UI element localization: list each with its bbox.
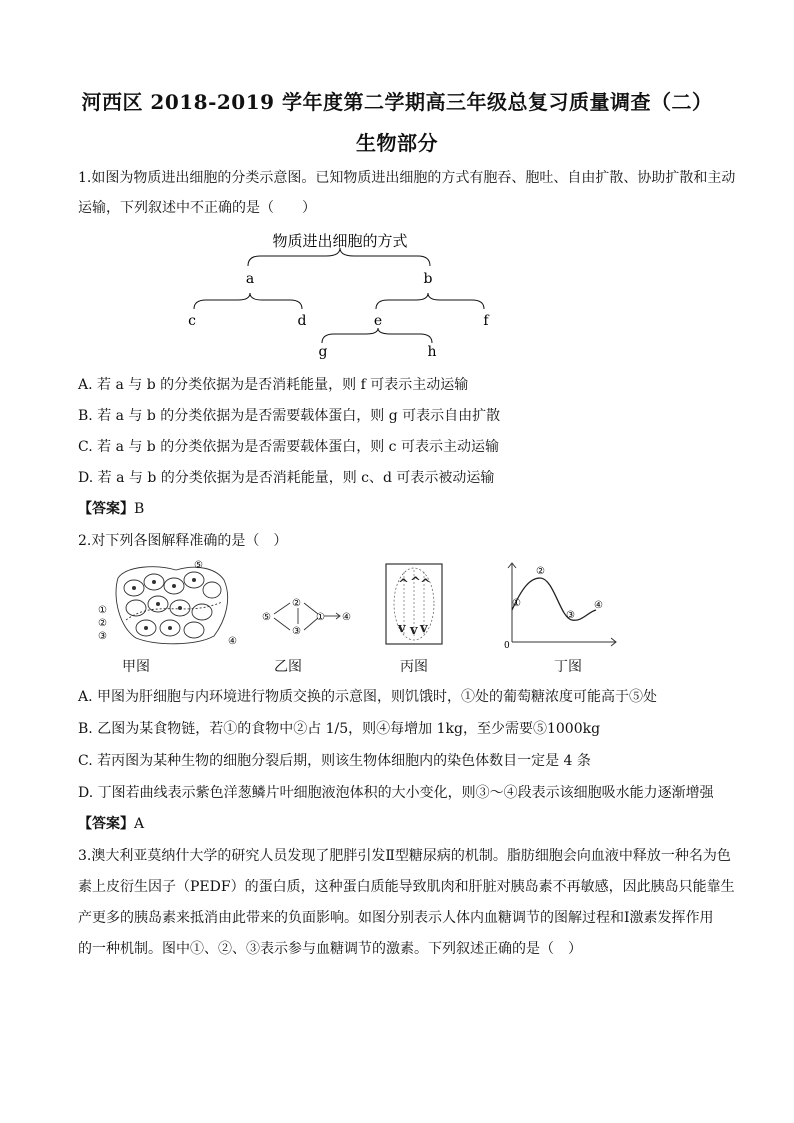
answer-value: A (134, 816, 145, 832)
figure-ding-curve (500, 560, 620, 650)
arrow (274, 618, 290, 630)
q3-line3: 产更多的胰岛素来抵消由此带来的负面影响。如图分别表示人体内血糖调节的图解过程和Ⅰ激素发挥作用 (78, 910, 714, 926)
q2-option-b: B. 乙图为某食物链，若①的食物中②占 1/5，则④每增加 1kg，至少需要⑤1000kg (78, 721, 601, 737)
cell (203, 582, 221, 598)
q2-option-d: D. 丁图若曲线表示紫色洋葱鳞片叶细胞液泡体积的大小变化，则③～④段表示该细胞吸水能力逐渐增强 (78, 785, 714, 801)
answer-value: B (134, 501, 145, 517)
answer-label: 【答案】 (78, 816, 134, 832)
yi-node-4: ④ (342, 612, 351, 623)
cell (184, 622, 204, 638)
brace-b (376, 293, 484, 309)
caption-yi: 乙图 (274, 659, 302, 675)
chromosome: v (410, 623, 418, 638)
chromosome: ^ (410, 575, 421, 590)
q3-line4: 的一种机制。图中①、②、③表示参与血糖调节的激素。下列叙述正确的是（ ） (78, 941, 582, 957)
caption-jia: 甲图 (122, 659, 150, 675)
figure-jia-liver-cells (96, 558, 246, 650)
ding-point-4: ④ (594, 600, 603, 611)
brace-a (194, 293, 302, 309)
page-title: 河西区 2018-2019 学年度第二学期高三年级总复习质量调查（二） (81, 90, 713, 114)
brace-e (322, 328, 432, 343)
origin-label: 0 (504, 641, 510, 650)
yi-node-1: ① (316, 612, 325, 623)
chromosome: v (420, 621, 428, 636)
ding-point-3: ③ (566, 610, 575, 621)
q1-stem-line1: 1.如图为物质进出细胞的分类示意图。已知物质进出细胞的方式有胞吞、胞吐、自由扩散、协助扩散和主动 (78, 170, 736, 186)
node-a: a (245, 271, 255, 287)
nucleus (192, 578, 196, 582)
chromosome: v (398, 621, 406, 636)
yi-node-5: ⑤ (262, 612, 271, 623)
q1-classification-diagram (180, 226, 500, 361)
node-h: h (427, 344, 437, 360)
q2-option-c: C. 若丙图为某种生物的细胞分裂后期，则该生物体细胞内的染色体数目一定是 4 条 (78, 753, 591, 769)
page-subtitle: 生物部分 (356, 131, 438, 155)
nucleus (152, 580, 156, 584)
q3-line2: 素上皮衍生因子（PEDF）的蛋白质，这种蛋白质能导致肌肉和肝脏对胰岛素不再敏感，因此胰岛只能靠生 (78, 879, 735, 895)
caption-bing: 丙图 (400, 659, 428, 675)
q1-option-c: C. 若 a 与 b 的分类依据为是否需要载体蛋白，则 c 可表示主动运输 (78, 439, 499, 455)
q1-stem-line2: 运输，下列叙述中不正确的是（ ） (78, 200, 316, 216)
cell (126, 600, 146, 616)
node-d: d (297, 313, 307, 329)
q1-option-d: D. 若 a 与 b 的分类依据为是否消耗能量，则 c、d 可表示被动运输 (78, 470, 495, 486)
jia-label-4: ④ (228, 636, 237, 647)
node-e: e (373, 313, 383, 329)
q3-line1: 3.澳大利亚莫纳什大学的研究人员发现了肥胖引发Ⅱ型糖尿病的机制。脂肪细胞会向血液中释放一种名为色 (78, 848, 731, 864)
q1-option-b: B. 若 a 与 b 的分类依据为是否需要载体蛋白，则 g 可表示自由扩散 (78, 408, 501, 424)
ding-point-1: ① (512, 598, 521, 609)
node-b: b (423, 271, 433, 287)
blood-vessel (126, 602, 222, 620)
q1-answer (78, 498, 144, 518)
q1-option-a: A. 若 a 与 b 的分类依据为是否消耗能量，则 f 可表示主动运输 (78, 377, 469, 393)
answer-label: 【答案】 (78, 501, 134, 517)
chromosome: ^ (398, 577, 409, 592)
nucleus (172, 584, 176, 588)
figure-yi-food-chain (258, 590, 358, 640)
arrow (274, 603, 290, 614)
diagram-root-label: 物质进出细胞的方式 (272, 232, 408, 250)
jia-label-5: ⑤ (194, 560, 203, 571)
curve (512, 578, 596, 620)
q2-answer (78, 813, 144, 833)
nucleus (168, 626, 172, 630)
nucleus (178, 606, 182, 610)
node-g: g (318, 344, 328, 360)
jia-label-3: ③ (98, 631, 107, 642)
nucleus (144, 626, 148, 630)
yi-node-2: ② (292, 598, 301, 609)
nucleus (156, 602, 160, 606)
node-c: c (188, 313, 196, 329)
brace-root (248, 248, 430, 266)
node-f: f (483, 313, 489, 329)
chromosome: ^ (420, 577, 431, 592)
yi-node-3: ③ (292, 626, 301, 637)
q2-stem: 2.对下列各图解释准确的是（ ） (78, 533, 288, 549)
jia-label-2: ② (98, 618, 107, 629)
figure-bing-cell-division (384, 562, 446, 648)
jia-label-1: ① (98, 605, 107, 616)
q2-option-a: A. 甲图为肝细胞与内环境进行物质交换的示意图，则饥饿时，①处的葡萄糖浓度可能高于⑤处 (78, 689, 658, 705)
caption-ding: 丁图 (554, 659, 582, 675)
ding-point-2: ② (536, 566, 545, 577)
nucleus (132, 586, 136, 590)
